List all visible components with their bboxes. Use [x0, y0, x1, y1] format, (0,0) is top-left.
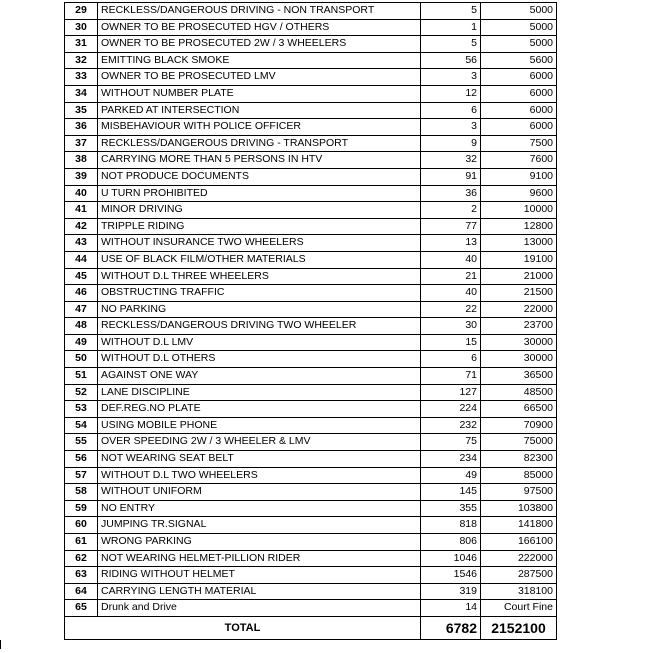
fine-amount: 10000	[481, 202, 557, 219]
row-number: 42	[65, 218, 98, 235]
offence-count: 6	[421, 102, 481, 119]
fine-amount: 30000	[481, 334, 557, 351]
table-row	[65, 500, 557, 517]
table-row	[65, 69, 557, 86]
fine-amount: 48500	[481, 384, 557, 401]
table-row	[65, 268, 557, 285]
row-number: 54	[65, 417, 98, 434]
table-row	[65, 451, 557, 468]
row-number: 43	[65, 235, 98, 252]
row-number: 32	[65, 52, 98, 69]
offence-count: 234	[421, 451, 481, 468]
offence-description: WITHOUT D.L LMV	[98, 334, 421, 351]
offence-count: 56	[421, 52, 481, 69]
fine-amount: 12800	[481, 218, 557, 235]
table-row	[65, 3, 557, 20]
offence-description: JUMPING TR.SIGNAL	[98, 517, 421, 534]
fine-amount: 21000	[481, 268, 557, 285]
row-number: 31	[65, 36, 98, 53]
table-row	[65, 152, 557, 169]
fine-amount: 141800	[481, 517, 557, 534]
offence-count: 40	[421, 285, 481, 302]
offence-description: WITHOUT D.L THREE WHEELERS	[98, 268, 421, 285]
row-number: 49	[65, 334, 98, 351]
row-number: 59	[65, 500, 98, 517]
offence-description: RECKLESS/DANGEROUS DRIVING TWO WHEELER	[98, 318, 421, 335]
offence-description: NOT WEARING HELMET-PILLION RIDER	[98, 550, 421, 567]
offence-description: LANE DISCIPLINE	[98, 384, 421, 401]
row-number: 56	[65, 451, 98, 468]
fine-amount: 30000	[481, 351, 557, 368]
offence-description: RECKLESS/DANGEROUS DRIVING - NON TRANSPORT	[98, 3, 421, 20]
table-row	[65, 567, 557, 584]
table-row	[65, 600, 557, 617]
table-row	[65, 301, 557, 318]
table-row	[65, 218, 557, 235]
row-number: 61	[65, 534, 98, 551]
offence-description: OBSTRUCTING TRAFFIC	[98, 285, 421, 302]
fine-amount: 13000	[481, 235, 557, 252]
offence-description: WITHOUT UNIFORM	[98, 484, 421, 501]
table-row	[65, 517, 557, 534]
offence-description: WITHOUT D.L OTHERS	[98, 351, 421, 368]
offence-count: 3	[421, 69, 481, 86]
table-row	[65, 384, 557, 401]
offence-description: PARKED AT INTERSECTION	[98, 102, 421, 119]
offence-count: 127	[421, 384, 481, 401]
table-row	[65, 467, 557, 484]
table-row	[65, 52, 557, 69]
offence-description: OWNER TO BE PROSECUTED HGV / OTHERS	[98, 19, 421, 36]
offence-description: WRONG PARKING	[98, 534, 421, 551]
offence-count: 14	[421, 600, 481, 617]
row-number: 29	[65, 3, 98, 20]
row-number: 60	[65, 517, 98, 534]
fine-amount: 70900	[481, 417, 557, 434]
text-cursor	[0, 640, 1, 649]
offence-count: 1546	[421, 567, 481, 584]
table-row	[65, 534, 557, 551]
offence-count: 77	[421, 218, 481, 235]
table-row	[65, 550, 557, 567]
total-row	[65, 616, 557, 639]
table-row	[65, 318, 557, 335]
fine-amount: 6000	[481, 85, 557, 102]
offence-count: 91	[421, 168, 481, 185]
offence-count: 9	[421, 135, 481, 152]
fine-amount: 318100	[481, 583, 557, 600]
offence-description: NOT WEARING SEAT BELT	[98, 451, 421, 468]
offence-count: 1046	[421, 550, 481, 567]
offence-description: RECKLESS/DANGEROUS DRIVING - TRANSPORT	[98, 135, 421, 152]
table-row	[65, 19, 557, 36]
fine-amount: 19100	[481, 251, 557, 268]
fine-amount: 9600	[481, 185, 557, 202]
row-number: 40	[65, 185, 98, 202]
fine-amount: 6000	[481, 69, 557, 86]
offence-description: Drunk and Drive	[98, 600, 421, 617]
offence-count: 145	[421, 484, 481, 501]
offence-count: 3	[421, 119, 481, 136]
offence-description: NOT PRODUCE DOCUMENTS	[98, 168, 421, 185]
offence-count: 40	[421, 251, 481, 268]
total-count: 6782	[421, 616, 481, 639]
fine-amount: 6000	[481, 119, 557, 136]
offence-count: 30	[421, 318, 481, 335]
fine-amount: 5000	[481, 19, 557, 36]
offence-count: 13	[421, 235, 481, 252]
row-number: 62	[65, 550, 98, 567]
table-row	[65, 36, 557, 53]
table-body	[65, 3, 557, 617]
row-number: 39	[65, 168, 98, 185]
row-number: 58	[65, 484, 98, 501]
fine-amount: 222000	[481, 550, 557, 567]
offence-description: CARRYING MORE THAN 5 PERSONS IN HTV	[98, 152, 421, 169]
row-number: 37	[65, 135, 98, 152]
offence-description: NO ENTRY	[98, 500, 421, 517]
offence-fines-table	[64, 2, 557, 640]
offence-count: 5	[421, 3, 481, 20]
offence-count: 49	[421, 467, 481, 484]
row-number: 33	[65, 69, 98, 86]
offence-description: NO PARKING	[98, 301, 421, 318]
table-row	[65, 235, 557, 252]
fine-amount: 166100	[481, 534, 557, 551]
offence-count: 71	[421, 368, 481, 385]
fine-amount: 85000	[481, 467, 557, 484]
fine-amount: 82300	[481, 451, 557, 468]
offence-description: CARRYING LENGTH MATERIAL	[98, 583, 421, 600]
offence-count: 1	[421, 19, 481, 36]
offence-description: MISBEHAVIOUR WITH POLICE OFFICER	[98, 119, 421, 136]
fine-amount: 66500	[481, 401, 557, 418]
offence-description: DEF.REG.NO PLATE	[98, 401, 421, 418]
fine-amount: 103800	[481, 500, 557, 517]
row-number: 50	[65, 351, 98, 368]
offence-description: EMITTING BLACK SMOKE	[98, 52, 421, 69]
table-row	[65, 285, 557, 302]
offence-count: 232	[421, 417, 481, 434]
offence-description: WITHOUT D.L TWO WHEELERS	[98, 467, 421, 484]
table-row	[65, 85, 557, 102]
table-row	[65, 251, 557, 268]
fine-amount: Court Fine	[481, 600, 557, 617]
row-number: 44	[65, 251, 98, 268]
offence-count: 5	[421, 36, 481, 53]
offence-description: MINOR DRIVING	[98, 202, 421, 219]
table-row	[65, 185, 557, 202]
table-row	[65, 351, 557, 368]
row-number: 34	[65, 85, 98, 102]
row-number: 55	[65, 434, 98, 451]
fine-amount: 5000	[481, 36, 557, 53]
offence-count: 224	[421, 401, 481, 418]
offence-description: OWNER TO BE PROSECUTED 2W / 3 WHEELERS	[98, 36, 421, 53]
offence-description: OVER SPEEDING 2W / 3 WHEELER & LMV	[98, 434, 421, 451]
table-row	[65, 484, 557, 501]
fine-amount: 22000	[481, 301, 557, 318]
row-number: 52	[65, 384, 98, 401]
fine-amount: 7500	[481, 135, 557, 152]
fine-amount: 287500	[481, 567, 557, 584]
fine-amount: 36500	[481, 368, 557, 385]
fine-amount: 7600	[481, 152, 557, 169]
row-number: 53	[65, 401, 98, 418]
offence-count: 21	[421, 268, 481, 285]
row-number: 64	[65, 583, 98, 600]
row-number: 65	[65, 600, 98, 617]
table-row	[65, 102, 557, 119]
row-number: 57	[65, 467, 98, 484]
row-number: 46	[65, 285, 98, 302]
table-row	[65, 417, 557, 434]
offence-description: OWNER TO BE PROSECUTED LMV	[98, 69, 421, 86]
row-number: 51	[65, 368, 98, 385]
offence-description: RIDING WITHOUT HELMET	[98, 567, 421, 584]
offence-description: TRIPPLE RIDING	[98, 218, 421, 235]
offence-count: 36	[421, 185, 481, 202]
offence-count: 15	[421, 334, 481, 351]
row-number: 47	[65, 301, 98, 318]
table-row	[65, 368, 557, 385]
table-row	[65, 334, 557, 351]
fine-amount: 21500	[481, 285, 557, 302]
row-number: 45	[65, 268, 98, 285]
offence-count: 75	[421, 434, 481, 451]
offence-description: U TURN PROHIBITED	[98, 185, 421, 202]
row-number: 38	[65, 152, 98, 169]
table-row	[65, 202, 557, 219]
table-row	[65, 583, 557, 600]
fine-amount: 75000	[481, 434, 557, 451]
row-number: 30	[65, 19, 98, 36]
fine-amount: 23700	[481, 318, 557, 335]
total-amount: 2152100	[481, 616, 557, 639]
offence-count: 355	[421, 500, 481, 517]
offence-count: 22	[421, 301, 481, 318]
fine-amount: 9100	[481, 168, 557, 185]
total-label: TOTAL	[65, 616, 421, 639]
table-row	[65, 135, 557, 152]
row-number: 35	[65, 102, 98, 119]
row-number: 63	[65, 567, 98, 584]
fine-amount: 6000	[481, 102, 557, 119]
offence-description: USE OF BLACK FILM/OTHER MATERIALS	[98, 251, 421, 268]
fine-amount: 5000	[481, 3, 557, 20]
offence-count: 818	[421, 517, 481, 534]
table-row	[65, 434, 557, 451]
row-number: 36	[65, 119, 98, 136]
offence-count: 12	[421, 85, 481, 102]
offence-count: 806	[421, 534, 481, 551]
offence-count: 32	[421, 152, 481, 169]
offence-count: 6	[421, 351, 481, 368]
table-row	[65, 401, 557, 418]
offence-description: WITHOUT INSURANCE TWO WHEELERS	[98, 235, 421, 252]
fine-amount: 97500	[481, 484, 557, 501]
offence-description: WITHOUT NUMBER PLATE	[98, 85, 421, 102]
offence-count: 2	[421, 202, 481, 219]
table-row	[65, 119, 557, 136]
fine-amount: 5600	[481, 52, 557, 69]
offence-count: 319	[421, 583, 481, 600]
row-number: 48	[65, 318, 98, 335]
offence-description: AGAINST ONE WAY	[98, 368, 421, 385]
row-number: 41	[65, 202, 98, 219]
offence-description: USING MOBILE PHONE	[98, 417, 421, 434]
table-row	[65, 168, 557, 185]
